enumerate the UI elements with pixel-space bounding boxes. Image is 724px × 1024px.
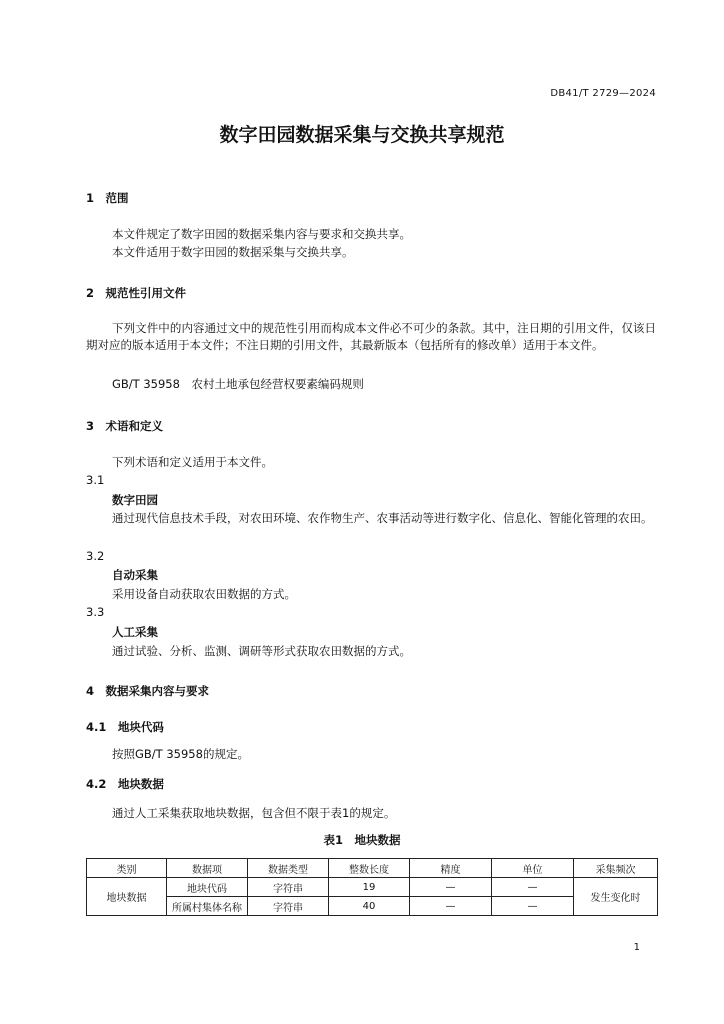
table-caption: 表1 地块数据 <box>323 833 401 847</box>
term-number: 3.2 <box>86 549 105 563</box>
page-number: 1 <box>633 942 640 953</box>
table-cell: 所属村集体名称 <box>167 897 248 916</box>
table-cell: — <box>492 897 574 916</box>
table-header-cell: 数据类型 <box>248 859 329 878</box>
term-definition: 通过试验、分析、监测、调研等形式获取农田数据的方式。 <box>112 644 411 658</box>
table-header-cell: 整数长度 <box>329 859 410 878</box>
table-cell: — <box>410 878 492 897</box>
table-cell: 19 <box>329 878 410 897</box>
table-cell: — <box>492 878 574 897</box>
section-3-intro: 下列术语和定义适用于本文件。 <box>112 455 273 469</box>
table-category-cell: 地块数据 <box>87 878 167 916</box>
section-2-heading: 2 规范性引用文件 <box>86 286 187 300</box>
term-definition: 通过现代信息技术手段，对农田环境、农作物生产、农事活动等进行数字化、信息化、智能化管理的农田。 <box>112 511 653 525</box>
table-header-cell: 数据项 <box>167 859 248 878</box>
table-frequency-cell: 发生变化时 <box>574 878 658 916</box>
table-cell: 字符串 <box>248 897 329 916</box>
term-number: 3.3 <box>86 605 105 619</box>
section-4-heading: 4 数据采集内容与要求 <box>86 684 210 698</box>
standard-code: DB41/T 2729—2024 <box>550 88 656 99</box>
normative-reference: GB/T 35958 农村土地承包经营权要素编码规则 <box>112 377 364 391</box>
table-header-cell: 精度 <box>410 859 492 878</box>
section-1-heading: 1 范围 <box>86 191 129 205</box>
data-table <box>86 858 658 916</box>
table-cell: 40 <box>329 897 410 916</box>
table-cell: 地块代码 <box>167 878 248 897</box>
term-number: 3.1 <box>86 473 105 487</box>
subsection-4-1-text: 按照GB/T 35958的规定。 <box>112 747 249 761</box>
term-definition: 采用设备自动获取农田数据的方式。 <box>112 587 296 601</box>
section-2-paragraph: 下列文件中的内容通过文中的规范性引用而构成本文件必不可少的条款。其中，注日期的引用文件，仅该日期对应的版本适用于本文件；不注日期的引用文件，其最新版本（包括所有的修改单）适用于本文件。 <box>86 321 656 352</box>
section-1-line-2: 本文件适用于数字田园的数据采集与交换共享。 <box>112 245 354 259</box>
section-1-line-1: 本文件规定了数字田园的数据采集内容与要求和交换共享。 <box>112 227 411 241</box>
term-name: 数字田园 <box>112 493 158 507</box>
term-name: 人工采集 <box>112 625 158 639</box>
table-header-cell: 采集频次 <box>574 859 658 878</box>
table-header-cell: 类别 <box>87 859 167 878</box>
table-cell: — <box>410 897 492 916</box>
subsection-4-1-heading: 4.1 地块代码 <box>86 720 164 734</box>
table-row <box>87 878 658 897</box>
document-title: 数字田园数据采集与交换共享规范 <box>219 124 505 146</box>
table-row <box>87 897 658 916</box>
table-header-cell: 单位 <box>492 859 574 878</box>
section-3-heading: 3 术语和定义 <box>86 419 164 433</box>
subsection-4-2-heading: 4.2 地块数据 <box>86 777 164 791</box>
subsection-4-2-text: 通过人工采集获取地块数据，包含但不限于表1的规定。 <box>112 806 396 820</box>
table-cell: 字符串 <box>248 878 329 897</box>
term-name: 自动采集 <box>112 568 158 582</box>
table-header-row <box>87 859 658 878</box>
